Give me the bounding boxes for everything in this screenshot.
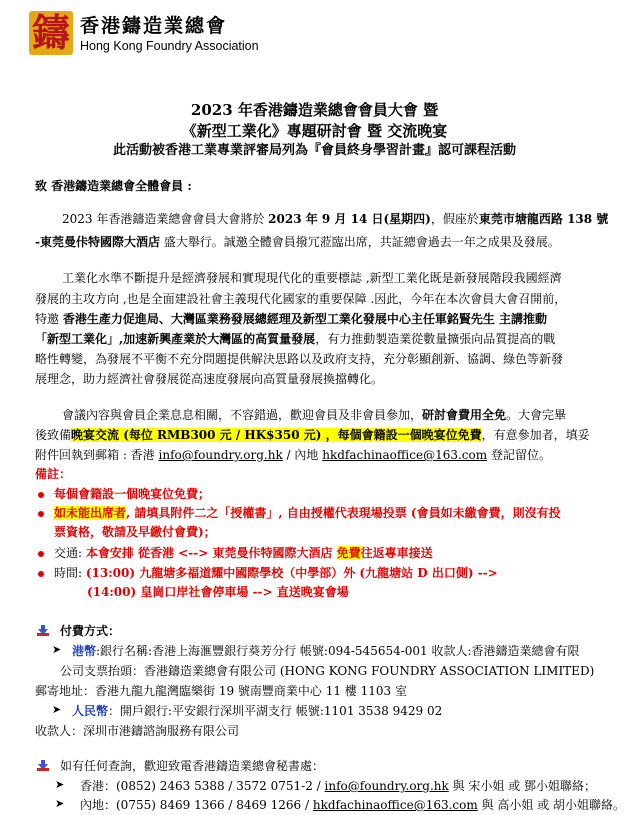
para2-line2: 發展的主攻方向 ,也是全面建設社會主義現代化國家的重要保障 .因此，今年在本次會員大會召開前，: [35, 292, 567, 306]
note-5: (14:00) 皇崗口岸社會停車場 --> 直送晚宴會場: [87, 585, 349, 599]
payment-hkd-cheque: 公司支票抬頭：香港鑄造業總會有限公司 (HONG KONG FOUNDRY ASSOCIATION LIMITED): [60, 664, 595, 678]
para3-line2: 後致備晚宴交流 (每位 RMB300 元 / HK$350 元) ，每個會籍設一個晚宴位免費，有意參加者，填妥: [35, 428, 590, 442]
bullet-icon: [38, 571, 44, 577]
bullet-icon: [38, 551, 44, 557]
para2-line3: 特邀 香港生產力促進局、大灣區業務發展總經理及新型工業化發展中心主任軍銘賢先生 主講推動: [35, 312, 548, 326]
note-3: 交通: 本會安排 從香港 <--> 東莞曼佧特國際大酒店 免費往返專車接送: [54, 546, 433, 560]
arrow-right-icon: ➤: [52, 703, 62, 716]
para2-line5: 略性轉變，為發展不平衡不充分問題提供解決思路以及政府支持，充分彰顯創新、協調、綠色等新發: [35, 352, 564, 366]
payment-rmb-line: 人民幣：開戶銀行:平安銀行深圳平湖支行 帳號:1101 3538 9429 02: [72, 704, 443, 718]
payment-hkd-line: 港幣:銀行名稱:香港上海滙豐銀行葵芳分行 帳號:094-545654-001 收款人:香港鑄造業總會有限: [72, 644, 580, 658]
note-1: 每個會籍設一個晚宴位免費；: [54, 487, 211, 501]
arrow-right-icon: ➤: [52, 643, 62, 656]
contact-intro: 如有任何查詢，歡迎致電香港鑄造業總會秘書處：: [60, 759, 325, 773]
arrow-down-icon: [37, 625, 49, 636]
para3-line1: 會議內容與會員企業息息相關，不容錯過，歡迎會員及非會員參加，研討會費用全免。大會完畢: [62, 408, 567, 422]
contact-hk: 香港：(0852) 2463 5388 / 3572 0751-2 / info@foundry.org.hk 與 宋小姐 或 鄧小姐聯絡；: [80, 779, 597, 793]
bullet-icon: [38, 492, 44, 498]
logo-character: 鑄: [31, 10, 70, 55]
payment-heading: 付費方式：: [60, 624, 121, 638]
contact-email-cn[interactable]: hkdfachinaoffice@163.com: [312, 798, 478, 812]
arrow-right-icon: ➤: [55, 778, 65, 791]
org-name-en: Hong Kong Foundry Association: [80, 39, 259, 53]
arrow-right-icon: ➤: [55, 797, 65, 810]
title-line-1: 2023 年香港鑄造業總會會員大會 暨: [190, 101, 439, 119]
salutation: 致 香港鑄造業總會全體會員 :: [35, 179, 192, 193]
title-line-2: 《新型工業化》專題研討會 暨 交流晚宴: [181, 122, 448, 140]
email-link-cn[interactable]: hkdfachinaoffice@163.com: [322, 448, 488, 462]
note-2: 如未能出席者, 請填具附件二之「授權書」, 自由授權代表現場投票 (會員如未繳會費，則沒有投: [54, 506, 561, 520]
note-4: 時間: (13:00) 九龍塘多福道耀中國際學校（中學部）外 (九龍塘站 D 出口側) -->: [54, 566, 498, 580]
para2-line4: 「新型工業化」,加速新興產業於大灣區的高質量發展，有力推動製造業從數量擴張向品質提高的戰: [35, 332, 556, 346]
arrow-down-icon: [37, 760, 49, 771]
para2-line1: 工業化水準不斷提升是經濟發展和實現現代化的重要標誌 ,新型工業化既是新發展階段我國經濟: [62, 271, 562, 285]
bullet-icon: [38, 511, 44, 517]
para1-line1: 2023 年香港鑄造業總會會員大會將於 2023 年 9 月 14 日(星期四)，假座於東莞市塘龍西路 138 號: [62, 212, 609, 226]
contact-email-hk[interactable]: info@foundry.org.hk: [324, 779, 449, 793]
note-2-cont: 票資格，敬請及早繳付會費)；: [54, 525, 216, 539]
payment-rmb-payee: 收款人：深圳市港鑄諮詢服務有限公司: [35, 724, 240, 738]
email-link-hk[interactable]: info@foundry.org.hk: [158, 448, 283, 462]
org-name-zh: 香港鑄造業總會: [80, 15, 228, 37]
para3-line3: 附件回執到郵箱 : 香港 info@foundry.org.hk / 內地 hkdfachinaoffice@163.com 登記留位。: [35, 448, 551, 462]
para2-line6: 展理念，助力經濟社會發展從高速度發展向高質量發展換擋轉化。: [35, 372, 384, 386]
payment-hkd-address: 郵寄地址：香港九龍九龍灣臨樂街 19 號南豐商業中心 11 樓 1103 室: [35, 684, 407, 698]
contact-cn: 內地：(0755) 8469 1366 / 8469 1266 / hkdfachinaoffice@163.com 與 高小姐 或 胡小姐聯絡。: [80, 798, 626, 812]
notes-heading: 備註：: [35, 467, 72, 481]
title-line-3: 此活動被香港工業專業評審局列為『會員終身學習計畫』認可課程活動: [112, 143, 516, 158]
para1-line2: -東莞曼佧特國際大酒店 盛大舉行。誠邀全體會員撥冗蒞臨出席，共証總會過去一年之成果及發展。: [35, 235, 560, 249]
